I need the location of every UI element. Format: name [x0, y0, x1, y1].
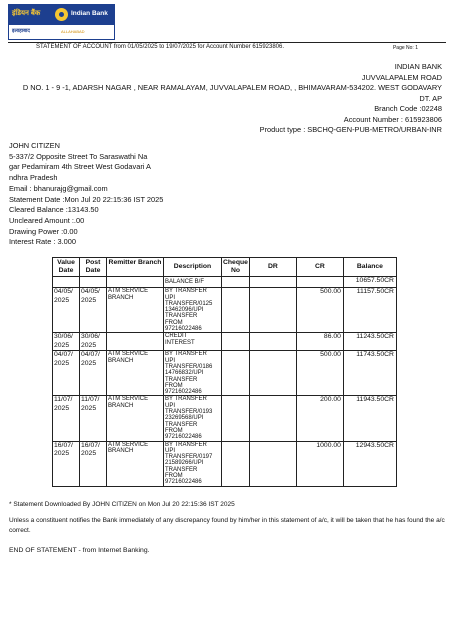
header-post-date: Post Date	[80, 258, 107, 277]
header-description: Description	[164, 258, 222, 277]
uncleared-amount: Uncleared Amount :.00	[9, 215, 85, 225]
cell-post-date: 16/07/ 2025	[80, 441, 107, 486]
branch-address: D NO. 1 - 9 -1, ADARSH NAGAR , NEAR RAMALAYAM, JUVVALAPALEM ROAD, , BHIMAVARAM-534202. WEST GODAVARY	[22, 83, 442, 92]
cell-post-date: 04/05/ 2025	[80, 288, 107, 333]
cell-remitter-branch: ATM SERVICE BRANCH	[107, 288, 164, 333]
cell-post-date: 04/07/ 2025	[80, 351, 107, 396]
table-row	[53, 333, 397, 351]
branch-details	[2, 62, 442, 136]
page-number: Page No: 1	[392, 45, 418, 51]
table-header-row	[53, 258, 397, 277]
cell-cr: 200.00	[296, 396, 343, 441]
logo-tagline-english: ALLAHABAD	[61, 29, 85, 34]
cell-value-date: 04/07/ 2025	[53, 351, 80, 396]
cell-remitter-branch	[107, 333, 164, 351]
cell-balance: 11943.50CR	[343, 396, 396, 441]
indian-bank-logo	[8, 4, 115, 40]
cell-cr: 1000.00	[296, 441, 343, 486]
cell-cr: 500.00	[296, 288, 343, 333]
cell-description: BY TRANSFER UPI TRANSFER/0193 23269568/UPI TRANSFER FROM 97216022486	[164, 396, 222, 441]
cell-cr: 500.00	[296, 351, 343, 396]
customer-details	[9, 141, 189, 248]
customer-address-line-2: gar Pedamiram 4th Street West Godavari A	[9, 162, 151, 172]
account-number: Account Number : 615923806	[343, 114, 442, 124]
customer-name: JOHN CITIZEN	[9, 141, 60, 150]
branch-state: DT. AP	[419, 93, 442, 103]
cell-description: BY TRANSFER UPI TRANSFER/0197 21589266/UPI TRANSFER FROM 97216022486	[164, 441, 222, 486]
header-balance: Balance	[343, 258, 396, 277]
logo-emblem-icon	[55, 8, 68, 21]
customer-email: Email : bhanurajg@gmail.com	[9, 183, 108, 193]
customer-address-line-3: ndhra Pradesh	[9, 173, 58, 183]
cleared-balance: Cleared Balance :13143.50	[9, 205, 99, 215]
bank-name: INDIAN BANK	[394, 62, 442, 71]
header-value-date: Value Date	[53, 258, 80, 277]
customer-address-line-1: 5-337/2 Opposite Street To Saraswathi Na	[9, 151, 148, 161]
cell-balance: 11743.50CR	[343, 351, 396, 396]
cell-description: BY TRANSFER UPI TRANSFER/0186 14766832/UPI TRANSFER FROM 97216022486	[164, 351, 222, 396]
cell-cheque-no	[222, 351, 250, 396]
balance-bf-value: 10657.50CR	[343, 277, 396, 288]
cell-balance: 12943.50CR	[343, 441, 396, 486]
end-of-statement: END OF STATEMENT - from Internet Banking.	[9, 547, 150, 554]
cell-post-date: 30/06/ 2025	[80, 333, 107, 351]
discrepancy-notice: Unless a constituent notifies the Bank immediately of any discrepancy found by him/her in this statement of a/c, it will be taken that he has found the a/c correct.	[9, 517, 445, 534]
statement-period: STATEMENT OF ACCOUNT from 01/05/2025 to 19/07/2025 for Account Number 615923806.	[36, 44, 285, 50]
cell-cheque-no	[222, 288, 250, 333]
cell-description: BY TRANSFER UPI TRANSFER/0125 13462096/UPI TRANSFER FROM 97216022486	[164, 288, 222, 333]
cell-balance: 11243.50CR	[343, 333, 396, 351]
cell-cheque-no	[222, 333, 250, 351]
balance-bf-label: BALANCE B/F	[164, 277, 222, 288]
branch-name: JUVVALAPALEM ROAD	[361, 72, 442, 82]
statement-date: Statement Date :Mon Jul 20 22:15:36 IST 2025	[9, 194, 164, 204]
cell-description: CREDIT INTEREST	[164, 333, 222, 351]
cell-cheque-no	[222, 441, 250, 486]
cell-value-date: 16/07/ 2025	[53, 441, 80, 486]
header-divider	[8, 42, 446, 43]
header-cr: CR	[296, 258, 343, 277]
cell-remitter-branch: ATM SERVICE BRANCH	[107, 351, 164, 396]
logo-tagline-hindi: इलाहाबाद	[12, 28, 30, 34]
cell-balance: 11157.50CR	[343, 288, 396, 333]
cell-remitter-branch: ATM SERVICE BRANCH	[107, 441, 164, 486]
cell-dr	[249, 441, 296, 486]
cell-post-date: 11/07/ 2025	[80, 396, 107, 441]
cell-value-date: 30/06/ 2025	[53, 333, 80, 351]
table-row	[53, 441, 397, 486]
table-row	[53, 351, 397, 396]
cell-dr	[249, 396, 296, 441]
logo-english-name: Indian Bank	[71, 10, 108, 17]
cell-cr: 86.00	[296, 333, 343, 351]
cell-dr	[249, 288, 296, 333]
product-type: Product type : SBCHQ-GEN-PUB-METRO/URBAN-INR	[259, 125, 442, 134]
table-row	[53, 396, 397, 441]
branch-code: Branch Code :02248	[374, 104, 442, 113]
header-cheque-no: Cheque No	[222, 258, 250, 277]
interest-rate: Interest Rate : 3.000	[9, 237, 76, 247]
header-dr: DR	[249, 258, 296, 277]
cell-remitter-branch: ATM SERVICE BRANCH	[107, 396, 164, 441]
table-row	[53, 288, 397, 333]
cell-dr	[249, 351, 296, 396]
cell-value-date: 04/05/ 2025	[53, 288, 80, 333]
drawing-power: Drawing Power :0.00	[9, 226, 78, 236]
balance-bf-row	[53, 277, 397, 288]
header-remitter-branch: Remitter Branch	[107, 258, 164, 277]
transactions-table	[52, 257, 397, 487]
cell-dr	[249, 333, 296, 351]
download-note: * Statement Downloaded By JOHN CITIZEN on Mon Jul 20 22:15:36 IST 2025	[9, 501, 235, 508]
cell-cheque-no	[222, 396, 250, 441]
logo-hindi-name: इंडियन बैंक	[12, 10, 41, 17]
cell-value-date: 11/07/ 2025	[53, 396, 80, 441]
